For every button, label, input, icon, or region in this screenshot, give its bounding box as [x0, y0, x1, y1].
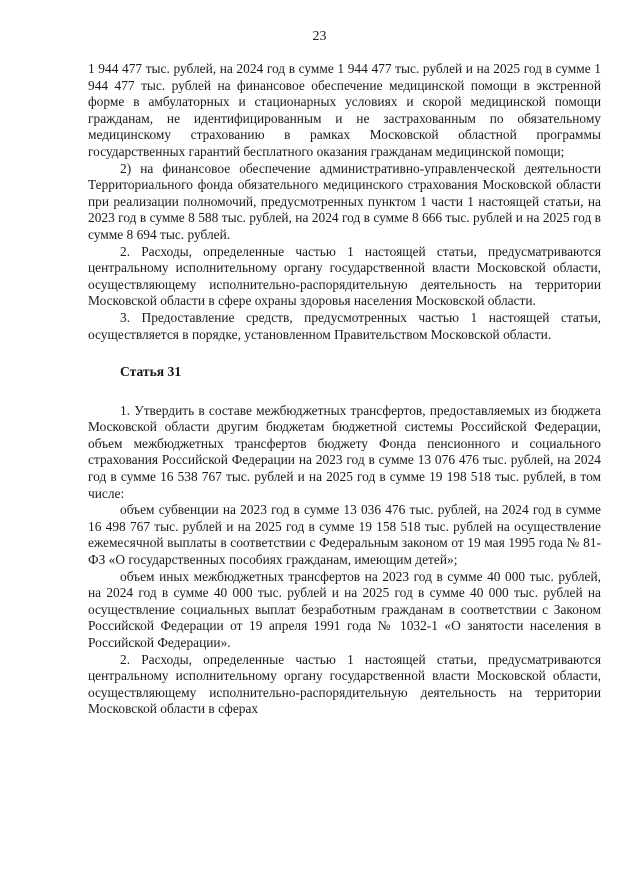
paragraph-item-2: 2) на финансовое обеспечение административно-управленческой деятельности Территориального фонда обязательного медицинского страхования Московской области при реализации полномочий, предусмотренных пунктом 1 части 1 настоящей статьи, на 2023 год в сумме 8 588 тыс. рублей, на 2024 год в сумме 8 666 тыс. рублей и на 2025 год в сумме 8 694 тыс. рублей.	[88, 160, 601, 242]
paragraph-article-31-part-1: 1. Утвердить в составе межбюджетных трансфертов, предоставляемых из бюджета Московской области другим бюджетам бюджетной системы Российской Федерации, объем межбюджетных трансфертов бюджету Фонда пенсионного и социального страхования Российской Федерации на 2023 год в сумме 13 076 476 тыс. рублей, на 2024 год в сумме 16 538 767 тыс. рублей и на 2025 год в сумме 19 198 518 тыс. рублей, в том числе:	[88, 402, 601, 501]
page-number: 23	[312, 29, 327, 44]
article-heading: Статья 31	[120, 364, 182, 380]
paragraph-subvention: объем субвенции на 2023 год в сумме 13 036 476 тыс. рублей, на 2024 год в сумме 16 498 767 тыс. рублей и на 2025 год в сумме 19 158 518 тыс. рублей на осуществление ежемесячной выплаты в соответствии с Федеральным законом от 19 мая 1995 года № 81-ФЗ «О государственных пособиях гражданам, имеющим детей»;	[88, 502, 601, 568]
paragraph-other-transfers: объем иных межбюджетных трансфертов на 2023 год в сумме 40 000 тыс. рублей, на 2024 год в сумме 40 000 тыс. рублей и на 2025 год в сумме 40 000 тыс. рублей на осуществление социальных выплат безработным гражданам в соответствии с Законом Российской Федерации от 19 апреля 1991 года № 1032-1 «О занятости населения в Российской Федерации».	[88, 568, 601, 650]
paragraph-expenses: 2. Расходы, определенные частью 1 настоящей статьи, предусматриваются центральному исполнительному органу государственной власти Московской области, осуществляющему исполнительно-распорядительную деятельность на территории Московской области в сфере охраны здоровья населения Московской области.	[88, 243, 601, 309]
document-body	[88, 61, 601, 718]
paragraph-continuation: 1 944 477 тыс. рублей, на 2024 год в сумме 1 944 477 тыс. рублей и на 2025 год в сумме 1 944 477 тыс. рублей на финансовое обеспечение медицинской помощи в экстренной форме в амбулаторных и стационарных условиях и скорой медицинской помощи гражданам, не идентифицированным и не застрахованным по обязательному медицинскому страхованию в рамках Московской областной программы государственных гарантий бесплатного оказания гражданам медицинской помощи;	[88, 61, 601, 159]
paragraph-article-31-part-2: 2. Расходы, определенные частью 1 настоящей статьи, предусматриваются центральному исполнительному органу государственной власти Московской области, осуществляющему исполнительно-распорядительную деятельность на территории Московской области в сферах	[88, 651, 601, 717]
paragraph-provision: 3. Предоставление средств, предусмотренных частью 1 настоящей статьи, осуществляется в порядке, установленном Правительством Московской области.	[88, 309, 601, 342]
